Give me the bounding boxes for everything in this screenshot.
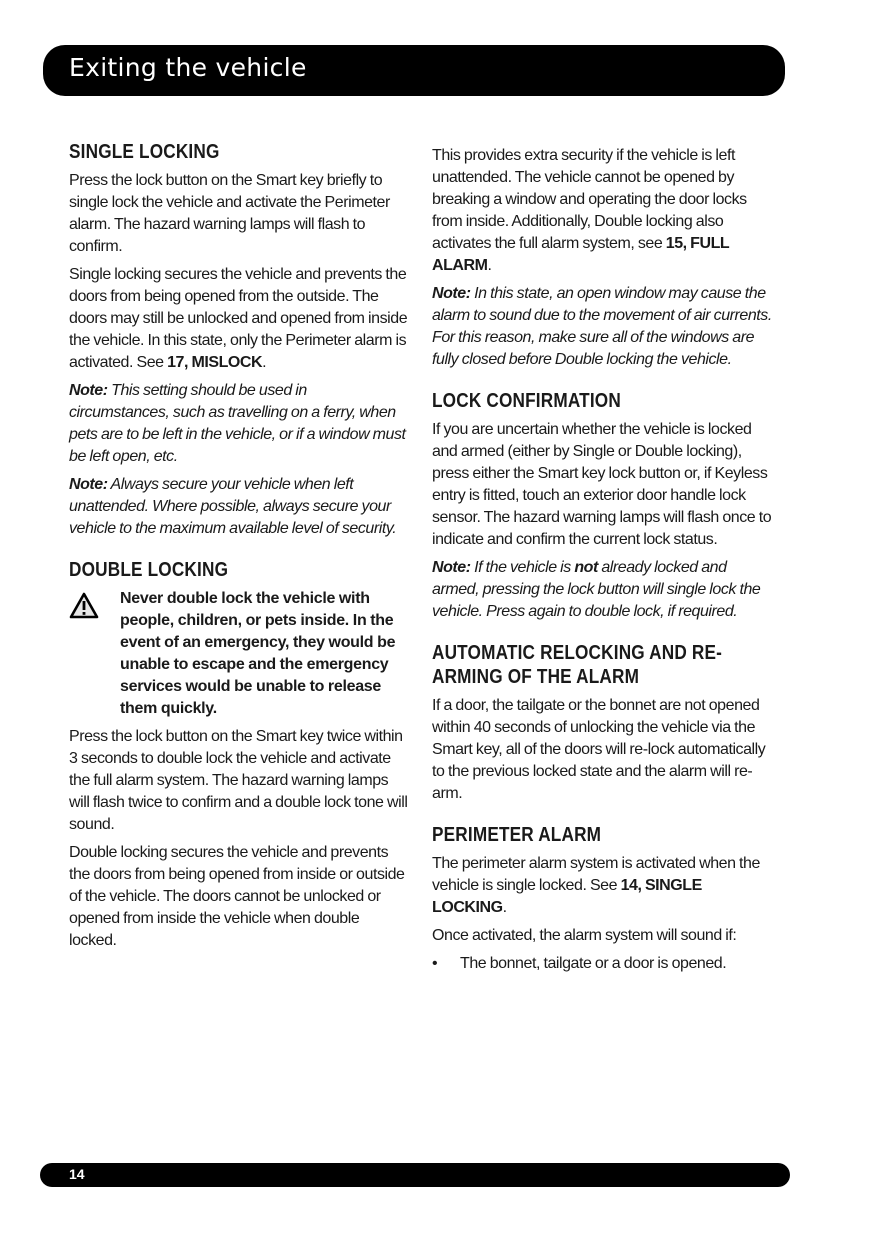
lock-confirmation-note [432,557,772,623]
heading-double-locking: DOUBLE LOCKING [69,559,229,581]
note-text: Always secure your vehicle when left unattended. Where possible, always secure your vehicle to the maximum available level of security. [69,476,397,537]
punctuation: . [487,257,492,274]
single-locking-paragraph-2 [69,264,409,374]
list-item-text: The bonnet, tailgate or a door is opened. [460,955,727,972]
note-label: Note: [432,285,471,302]
double-locking-paragraph-1: Press the lock button on the Smart key twice within 3 seconds to double lock the vehicle and activate the full alarm system. The hazard warning lamps will flash twice to confirm and a double lock tone will sound. [69,728,408,833]
double-locking-paragraph-2: Double locking secures the vehicle and prevents the doors from being opened from inside or outside of the vehicle. The doors cannot be unlocked or opened from inside the vehicle when double locked. [69,844,405,949]
single-locking-p2-text: Single locking secures the vehicle and prevents the doors from being opened from the outside. The doors may still be unlocked and opened from inside the vehicle. In this state, only the Perimeter alarm is activated. See [69,266,408,371]
single-locking-reference-link[interactable]: 14, SINGLE LOCKING [432,877,702,916]
heading-automatic-relocking: AUTOMATIC RELOCKING AND RE-ARMING OF THE ALARM [432,642,723,688]
section-perimeter-alarm [432,823,772,975]
warning-text: Never double lock the vehicle with people, children, or pets inside. In the event of an emergency, they would be unable to escape and the emergency services would be unable to release them quickly. [120,590,396,717]
heading-lock-confirmation: LOCK CONFIRMATION [432,390,621,412]
section-double-locking [69,558,409,952]
note-label: Note: [69,382,108,399]
right-column [432,145,772,993]
page-header-bar [43,45,785,96]
double-locking-note [432,283,772,371]
lock-confirmation-paragraph: If you are uncertain whether the vehicle is locked and armed (either by Single or Double locking), press either the Smart key lock button or, if Keyless entry is fitted, touch an exterior door handle lock sensor. The hazard warning lamps will flash once to indicate and confirm the current lock status. [432,421,772,548]
section-automatic-relocking [432,641,772,805]
section-lock-confirmation [432,389,772,623]
list-item [432,953,772,975]
perimeter-alarm-paragraph-2: Once activated, the alarm system will sound if: [432,927,737,944]
heading-perimeter-alarm: PERIMETER ALARM [432,824,602,846]
single-locking-note-2 [69,474,409,540]
note-text: In this state, an open window may cause the alarm to sound due to the movement of air currents. For this reason, make sure all of the windows are fully closed before Double locking the vehicle. [432,285,772,368]
note-text: If the vehicle is [470,559,575,576]
punctuation: . [502,899,507,916]
warning-triangle-icon [69,588,120,720]
single-locking-paragraph-1: Press the lock button on the Smart key briefly to single lock the vehicle and activate the Perimeter alarm. The hazard warning lamps will flash to confirm. [69,172,390,255]
page-title: Exiting the vehicle [69,53,307,82]
page-number: 14 [69,1166,85,1182]
full-alarm-reference-link[interactable]: 15, FULL ALARM [432,235,729,274]
automatic-relocking-paragraph: If a door, the tailgate or the bonnet are not opened within 40 seconds of unlocking the vehicle via the Smart key, all of the doors will re-lock automatically to the previous locked state and the alarm will re-arm. [432,697,766,802]
note-text: already locked and armed, pressing the lock button will single lock the vehicle. Press again to double lock, if required. [432,559,761,620]
punctuation: . [262,354,267,371]
paragraph-text: This provides extra security if the vehicle is left unattended. The vehicle cannot be opened by breaking a window and operating the door locks from inside. Additionally, Double locking also activates the full alarm system, see [432,147,747,252]
section-double-locking-continued [432,145,772,371]
paragraph-text: The perimeter alarm system is activated when the vehicle is single locked. See [432,855,760,894]
perimeter-alarm-paragraph-1 [432,853,772,919]
single-locking-note-1 [69,380,409,468]
perimeter-alarm-list [432,953,772,975]
left-column [69,140,409,970]
note-emphasis: not [574,559,598,576]
section-single-locking [69,140,409,540]
mislock-reference-link[interactable]: 17, MISLOCK [167,354,263,371]
page-footer-bar [40,1163,790,1187]
double-locking-cont-paragraph [432,145,772,277]
note-label: Note: [69,476,108,493]
note-label: Note: [432,559,471,576]
note-text: This setting should be used in circumstances, such as travelling on a ferry, when pets are to be left in the vehicle, or if a window must be left open, etc. [69,382,406,465]
bullet-icon: • [432,955,438,972]
heading-single-locking: SINGLE LOCKING [69,141,220,163]
warning-block [69,588,409,720]
